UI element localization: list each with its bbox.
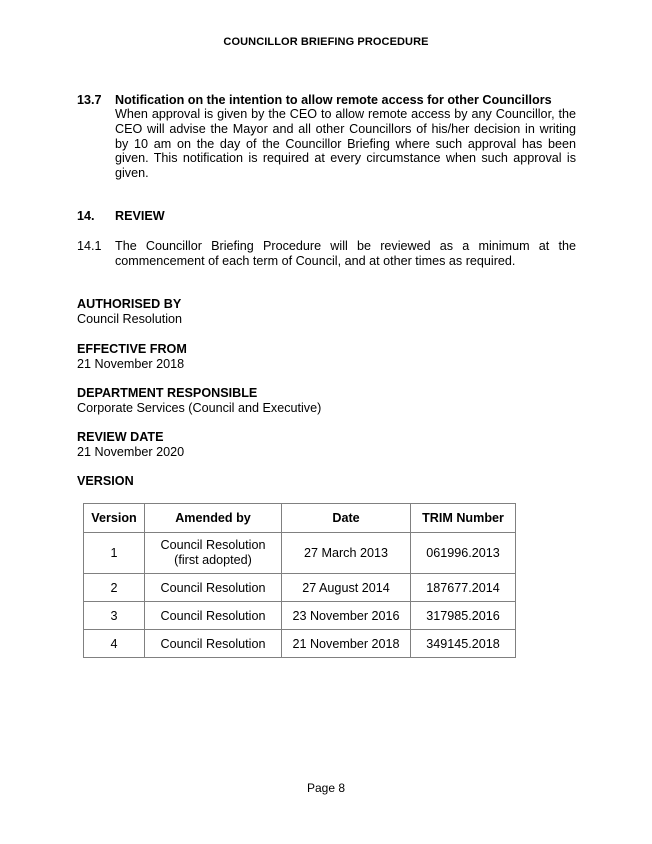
version-table	[83, 503, 516, 658]
column-header-amended-by: Amended by	[145, 504, 282, 533]
table-row	[84, 574, 516, 602]
trim-number-cell: 187677.2014	[411, 574, 516, 602]
section-title: REVIEW	[115, 209, 165, 223]
amended-by-line: Council Resolution	[160, 538, 266, 552]
column-header-version: Version	[84, 504, 145, 533]
date-cell: 27 August 2014	[282, 574, 411, 602]
effective-from-label: EFFECTIVE FROM	[77, 342, 187, 356]
section-number: 13.7	[77, 93, 102, 107]
column-header-trim-number: TRIM Number	[411, 504, 516, 533]
section-title: Notification on the intention to allow remote access for other Councillors	[115, 93, 552, 107]
trim-number-cell: 317985.2016	[411, 602, 516, 630]
page-number: Page 8	[306, 781, 346, 795]
date-cell: 21 November 2018	[282, 630, 411, 658]
amended-by-note: (first adopted)	[174, 553, 252, 567]
trim-number-cell: 061996.2013	[411, 533, 516, 574]
column-header-date: Date	[282, 504, 411, 533]
date-cell: 23 November 2016	[282, 602, 411, 630]
version-cell: 2	[84, 574, 145, 602]
authorised-by-label: AUTHORISED BY	[77, 297, 182, 311]
section-number: 14.	[77, 209, 95, 223]
section-13-7-body: When approval is given by the CEO to allow remote access by any Councillor, the CEO will advise the Mayor and all other Councillors of his/her decision in writing by 10 am on the day of the Councillor Briefing where such approval has been given. This notification is required at every circumstance when such approval is given.	[115, 107, 576, 181]
section-13-7-heading	[77, 93, 552, 107]
version-cell: 1	[84, 533, 145, 574]
page-header: COUNCILLOR BRIEFING PROCEDURE	[223, 36, 429, 48]
amended-by-cell	[145, 533, 282, 574]
table-row	[84, 630, 516, 658]
department-label: DEPARTMENT RESPONSIBLE	[77, 386, 258, 400]
table-row	[84, 602, 516, 630]
item-14-1-number: 14.1	[77, 239, 102, 253]
date-cell: 27 March 2013	[282, 533, 411, 574]
table-header-row	[84, 504, 516, 533]
trim-number-cell: 349145.2018	[411, 630, 516, 658]
amended-by-cell: Council Resolution	[145, 574, 282, 602]
amended-by-cell: Council Resolution	[145, 602, 282, 630]
review-date-value: 21 November 2020	[77, 445, 185, 459]
version-cell: 3	[84, 602, 145, 630]
review-date-label: REVIEW DATE	[77, 430, 164, 444]
authorised-by-value: Council Resolution	[77, 312, 183, 326]
table-row	[84, 533, 516, 574]
item-14-1-body: The Councillor Briefing Procedure will be reviewed as a minimum at the commencement of each term of Council, and at other times as required.	[115, 239, 576, 268]
version-cell: 4	[84, 630, 145, 658]
version-label: VERSION	[77, 474, 134, 488]
amended-by-cell: Council Resolution	[145, 630, 282, 658]
effective-from-value: 21 November 2018	[77, 357, 185, 371]
department-value: Corporate Services (Council and Executive)	[77, 401, 322, 415]
section-14-heading	[77, 209, 165, 223]
